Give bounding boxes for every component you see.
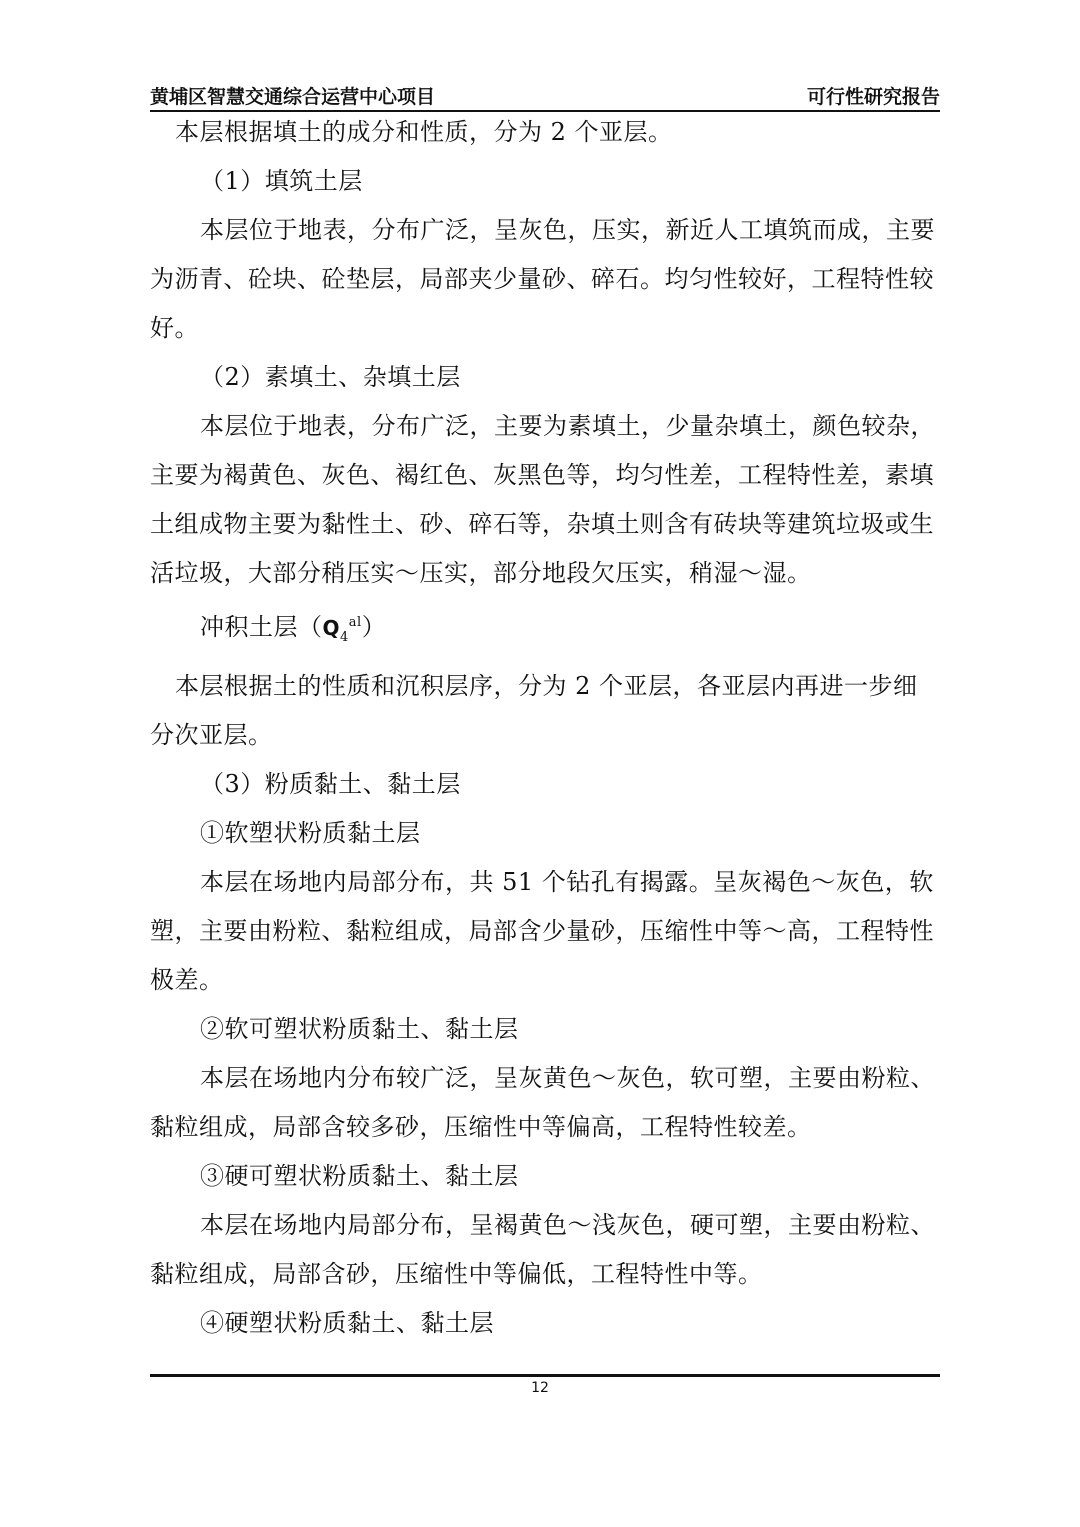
paragraph: 本层根据填土的成分和性质，分为 2 个亚层。 — [175, 118, 673, 146]
subsection-heading: ②软可塑状粉质黏土、黏土层 — [200, 1014, 519, 1043]
paragraph: 本层在场地内局部分布，共 51 个钻孔有揭露。呈灰褐色～灰色，软塑，主要由粉粒、黏粒组成，局部含少量砂，压缩性中等～高，工程特性极差。 — [150, 867, 934, 994]
section-heading: （2）素填土、杂填土层 — [200, 363, 461, 391]
subsection-heading: ④硬塑状粉质黏土、黏土层 — [200, 1308, 494, 1337]
header-project-title: 黄埔区智慧交通综合运营中心项目 — [150, 86, 436, 108]
paragraph: 本层在场地内局部分布，呈褐黄色～浅灰色，硬可塑，主要由粉粒、黏粒组成，局部含砂，压缩性中等偏低，工程特性中等。 — [150, 1210, 935, 1288]
paragraph: 本层在场地内分布较广泛，呈灰黄色～灰色，软可塑，主要由粉粒、黏粒组成，局部含较多砂，压缩性中等偏高，工程特性较差。 — [150, 1063, 935, 1141]
page-header — [150, 78, 940, 112]
section-heading — [150, 598, 940, 662]
page-number: 12 — [531, 1380, 549, 1396]
subsection-heading: ①软塑状粉质黏土层 — [200, 818, 421, 847]
document-body — [150, 108, 940, 1348]
paragraph: 本层位于地表，分布广泛，主要为素填土，少量杂填土，颜色较杂，主要为褐黄色、灰色、褐红色、灰黑色等，均匀性差，工程特性差，素填土组成物主要为黏性土、砂、碎石等，杂填土则含有砖块等建筑垃圾或生活垃圾，大部分稍压实～压实，部分地段欠压实，稍湿～湿。 — [150, 412, 935, 587]
heading-suffix: ） — [361, 613, 387, 641]
footer-divider — [150, 1374, 940, 1377]
header-report-type: 可行性研究报告 — [806, 86, 940, 108]
geologic-symbol-subscript: 4 — [340, 629, 349, 645]
heading-prefix: 冲积土层（ — [200, 613, 323, 641]
geologic-symbol-superscript: al — [348, 615, 362, 630]
paragraph: 本层位于地表，分布广泛，呈灰色，压实，新近人工填筑而成，主要为沥青、砼块、砼垫层，局部夹少量砂、碎石。均匀性较好，工程特性较好。 — [150, 216, 935, 342]
geologic-symbol: Q — [322, 616, 341, 640]
subsection-heading: ③硬可塑状粉质黏土、黏土层 — [200, 1161, 519, 1190]
section-heading: （3）粉质黏土、黏土层 — [200, 769, 461, 798]
section-heading: （1）填筑土层 — [200, 167, 363, 195]
paragraph: 本层根据土的性质和沉积层序，分为 2 个亚层，各亚层内再进一步细分次亚层。 — [150, 671, 918, 749]
